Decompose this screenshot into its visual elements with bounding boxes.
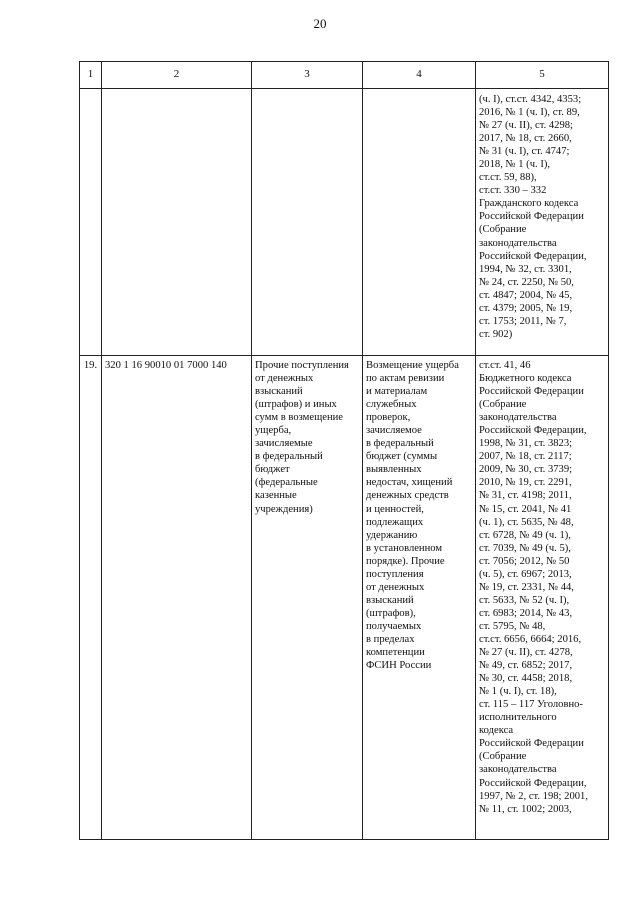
revenue-code bbox=[102, 89, 252, 356]
column-header: 1 bbox=[80, 62, 102, 89]
revenue-description bbox=[363, 89, 476, 356]
column-header: 4 bbox=[363, 62, 476, 89]
column-header: 2 bbox=[102, 62, 252, 89]
table-header-row bbox=[80, 62, 609, 89]
legal-basis: (ч. I), ст.ст. 4342, 4353; 2016, № 1 (ч. I), ст. 89, № 27 (ч. II), ст. 4298; 2017, № 18, ст. 2660, № 31 (ч. I), ст. 4747; 2018, № 1 (ч. I), ст.ст. 59, 88), ст.ст. 330 – 332 Гражданского кодекса Российской Федерации (Собрание законодательства Российской Федерации, 1994, № 32, ст. 3301, № 24, ст. 2250, № 50, ст. 4847; 2004, № 45, ст. 4379; 2005, № 19, ст. 1753; 2011, № 7, ст. 902) bbox=[476, 89, 609, 356]
column-header: 5 bbox=[476, 62, 609, 89]
column-header: 3 bbox=[252, 62, 363, 89]
legal-basis: ст.ст. 41, 46 Бюджетного кодекса Российской Федерации (Собрание законодательства Российской Федерации, 1998, № 31, ст. 3823; 2007, № 18, ст. 2117; 2009, № 30, ст. 3739; 2010, № 19, ст. 2291, № 31, ст. 4198; 2011, № 15, ст. 2041, № 41 (ч. 1), ст. 5635, № 48, ст. 6728, № 49 (ч. 1), ст. 7039, № 49 (ч. 5), ст. 7056; 2012, № 50 (ч. 5), ст. 6967; 2013, № 19, ст. 2331, № 44, ст. 5633, № 52 (ч. I), ст. 6983; 2014, № 43, ст. 5795, № 48, ст.ст. 6656, 6664; 2016, № 27 (ч. II), ст. 4278, № 49, ст. 6852; 2017, № 30, ст. 4458; 2018, № 1 (ч. I), ст. 18), ст. 115 – 117 Уголовно- исполнительного кодекса Российской Федерации (Собрание законодательства Российской Федерации, 1997, № 2, ст. 198; 2001, № 11, ст. 1002; 2003, bbox=[476, 356, 609, 840]
table-row bbox=[80, 356, 609, 840]
page-number: 20 bbox=[313, 16, 327, 31]
revenue-table bbox=[79, 61, 609, 840]
revenue-code: 320 1 16 90010 01 7000 140 bbox=[102, 356, 252, 840]
revenue-description: Возмещение ущерба по актам ревизии и материалам служебных проверок, зачисляемое в федеральный бюджет (суммы выявленных недостач, хищений денежных средств и ценностей, подлежащих удержанию в установленном порядке). Прочие поступления от денежных взысканий (штрафов), получаемых в пределах компетенции ФСИН России bbox=[363, 356, 476, 840]
table-row bbox=[80, 89, 609, 356]
revenue-name bbox=[252, 89, 363, 356]
revenue-name: Прочие поступления от денежных взысканий (штрафов) и иных сумм в возмещение ущерба, зачисляемые в федеральный бюджет (федеральные казенные учреждения) bbox=[252, 356, 363, 840]
row-number: 19. bbox=[80, 356, 102, 840]
row-number bbox=[80, 89, 102, 356]
